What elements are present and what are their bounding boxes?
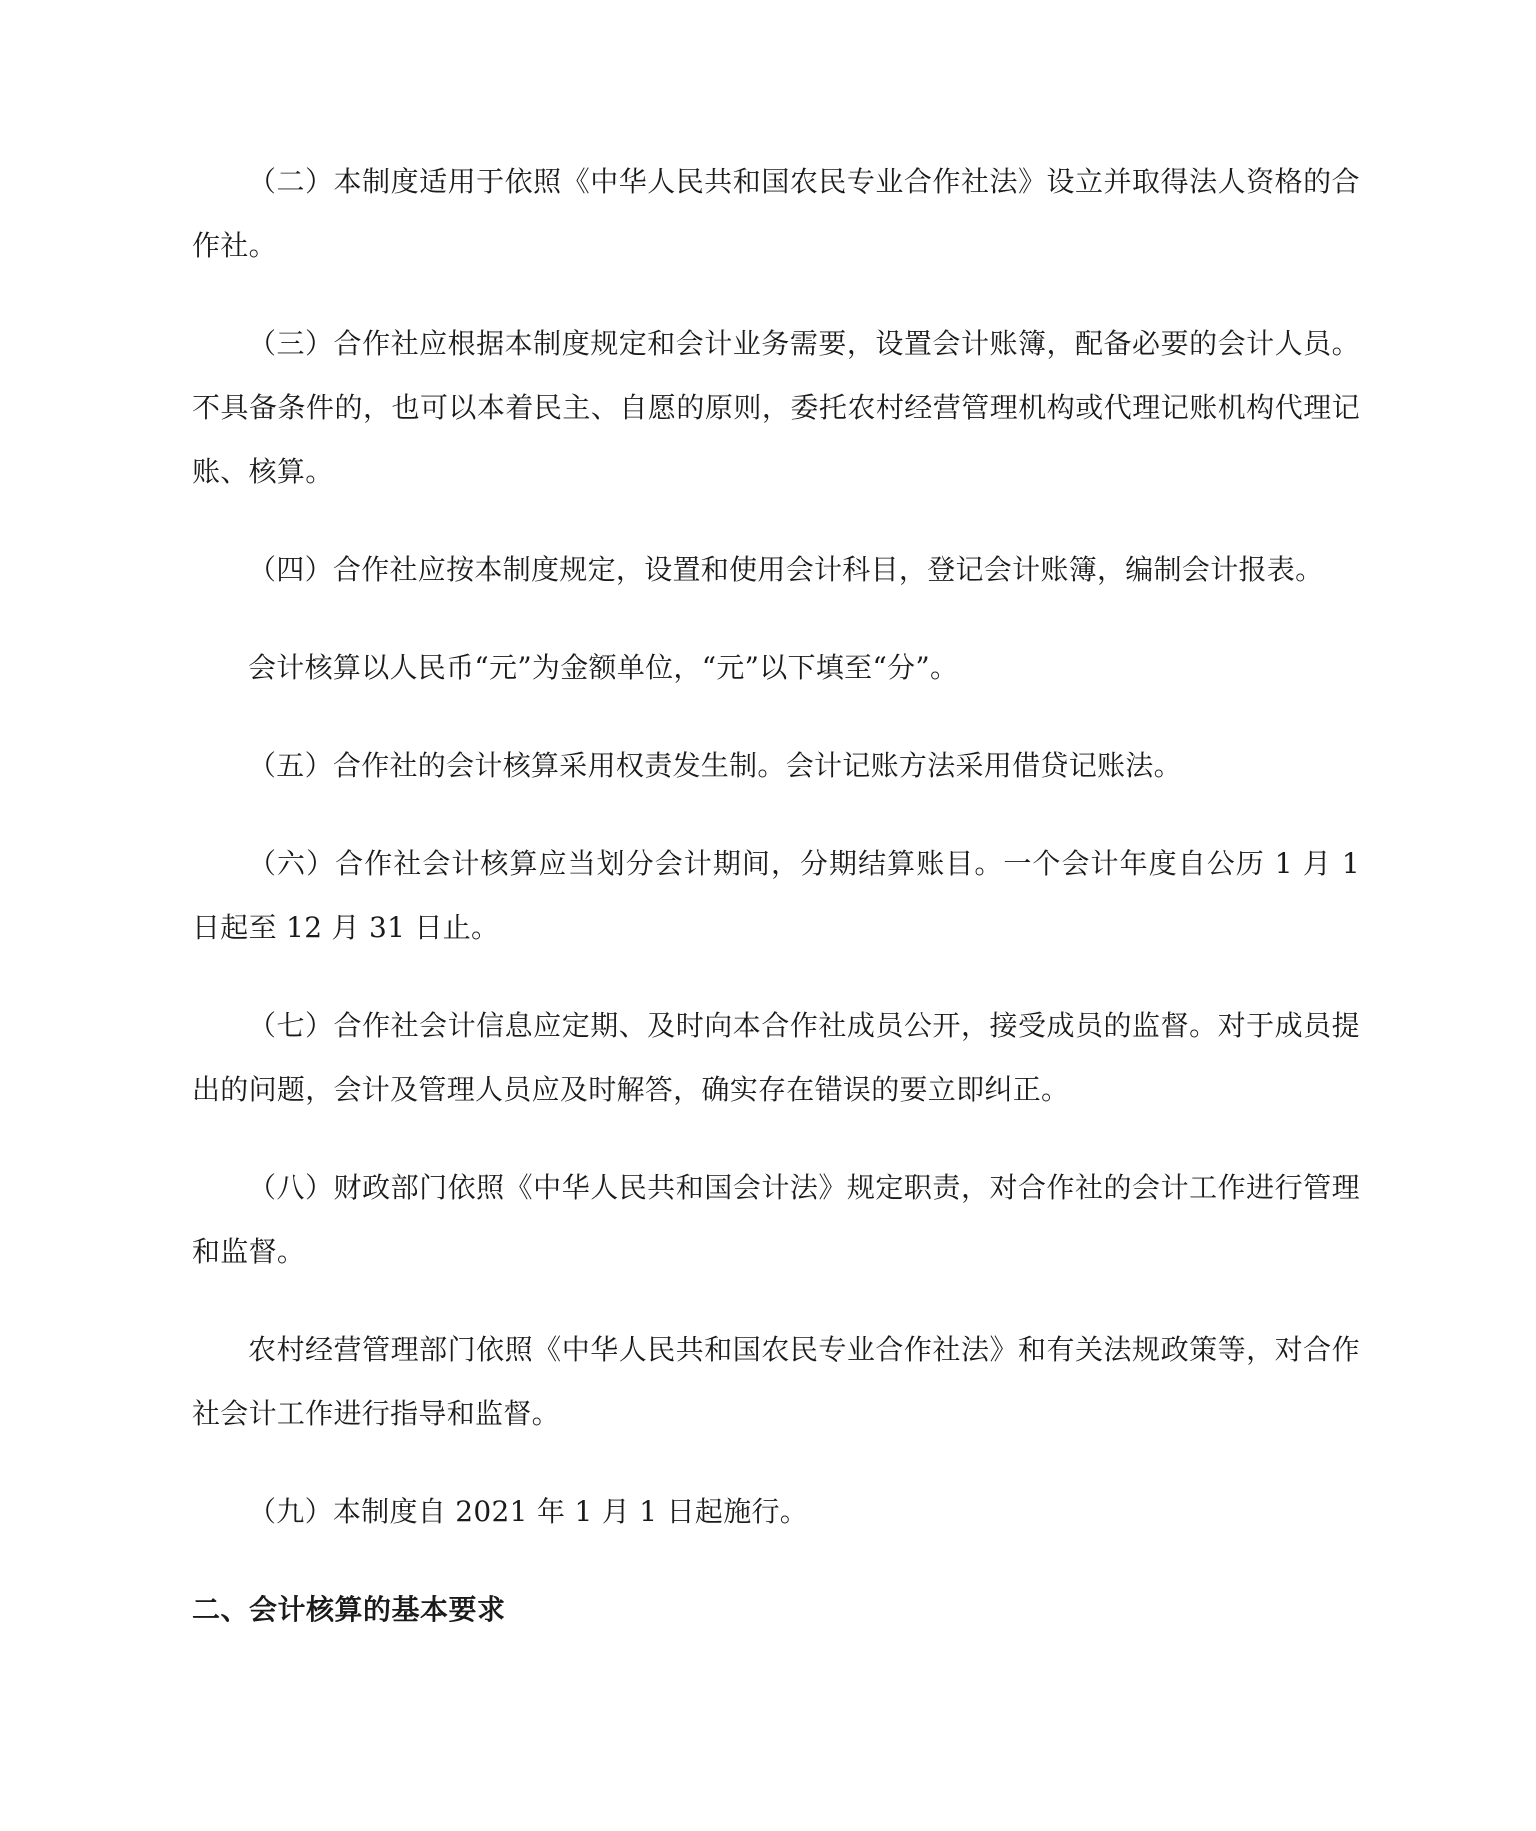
paragraph-5: （五）合作社的会计核算采用权责发生制。会计记账方法采用借贷记账法。: [248, 749, 1182, 782]
document-page: [192, 150, 1360, 1642]
paragraph-4: （四）合作社应按本制度规定，设置和使用会计科目，登记会计账簿，编制会计报表。: [248, 553, 1324, 586]
paragraph-2: （二）本制度适用于依照《中华人民共和国农民专业合作社法》设立并取得法人资格的合作社。: [192, 165, 1360, 262]
paragraph-6: （六）合作社会计核算应当划分会计期间，分期结算账目。一个会计年度自公历 1 月 1 日起至 12 月 31 日止。: [192, 847, 1360, 944]
section-heading: 二、会计核算的基本要求: [192, 1593, 506, 1626]
paragraph-7: （七）合作社会计信息应定期、及时向本合作社成员公开，接受成员的监督。对于成员提出的问题，会计及管理人员应及时解答，确实存在错误的要立即纠正。: [192, 1009, 1360, 1106]
paragraph-3: （三）合作社应根据本制度规定和会计业务需要，设置会计账簿，配备必要的会计人员。不具备条件的，也可以本着民主、自愿的原则，委托农村经营管理机构或代理记账机构代理记账、核算。: [192, 327, 1360, 488]
paragraph-4-currency: 会计核算以人民币“元”为金额单位，“元”以下填至“分”。: [248, 651, 959, 684]
paragraph-9: （九）本制度自 2021 年 1 月 1 日起施行。: [248, 1495, 809, 1528]
paragraph-8-rural: 农村经营管理部门依照《中华人民共和国农民专业合作社法》和有关法规政策等，对合作社会计工作进行指导和监督。: [192, 1333, 1360, 1430]
paragraph-8: （八）财政部门依照《中华人民共和国会计法》规定职责，对合作社的会计工作进行管理和监督。: [192, 1171, 1360, 1268]
